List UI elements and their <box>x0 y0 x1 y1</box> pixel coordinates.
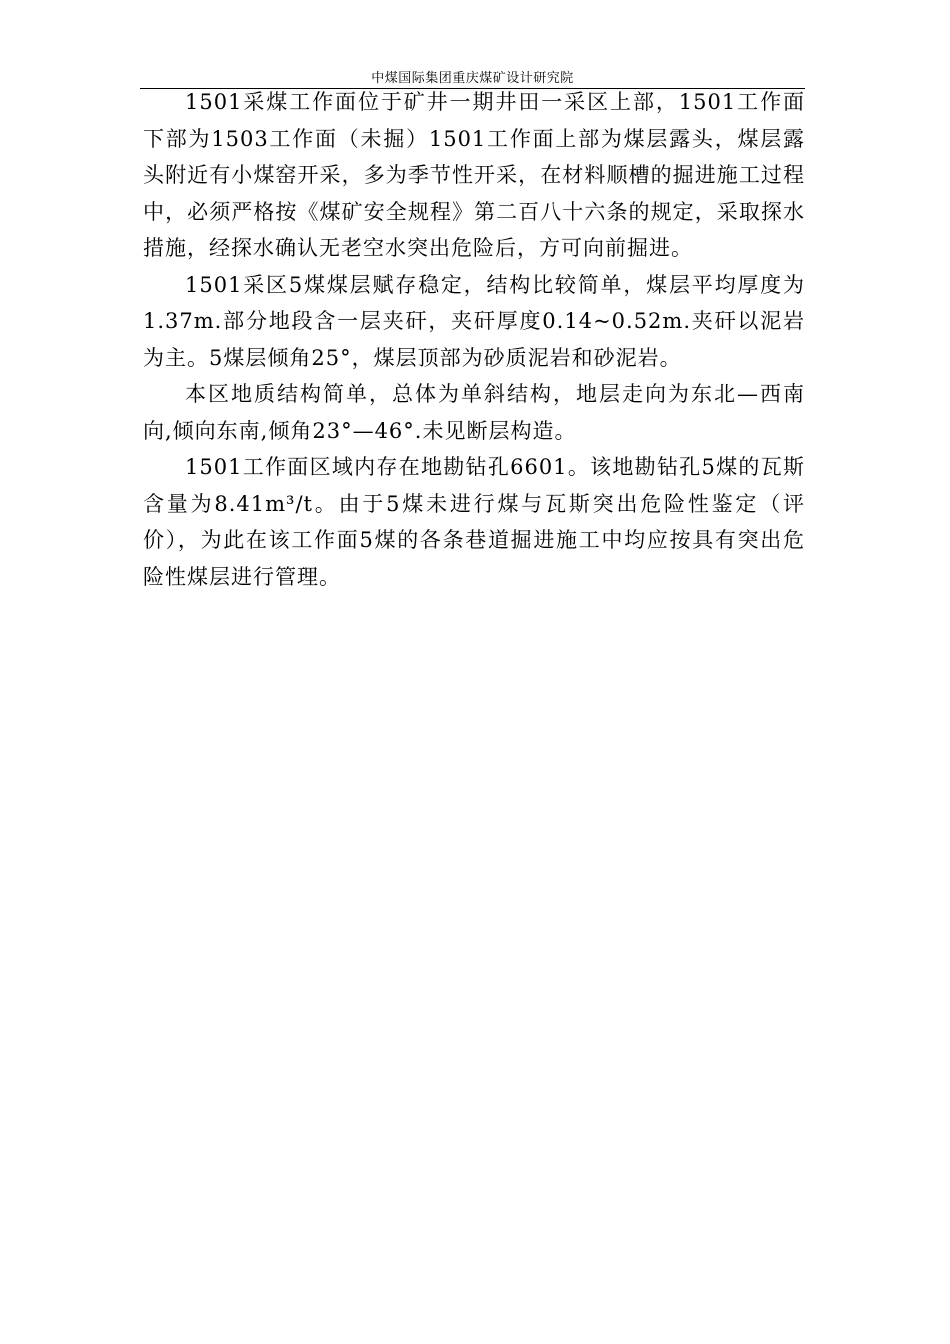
paragraph-coal-seam-structure: 1501采区5煤煤层赋存稳定，结构比较简单，煤层平均厚度为1.37m.部分地段含一层夹矸，夹矸厚度0.14~0.52m.夹矸以泥岩为主。5煤层倾角25°，煤层顶部为砂质泥岩和砂泥岩。 <box>143 272 805 370</box>
document-body <box>143 84 805 595</box>
paragraph-gas-content: 1501工作面区域内存在地勘钻孔6601。该地勘钻孔5煤的瓦斯含量为8.41m³/t。由于5煤未进行煤与瓦斯突出危险性鉴定（评价），为此在该工作面5煤的各条巷道掘进施工中均应按具有突出危险性煤层进行管理。 <box>143 455 805 589</box>
paragraph-mining-face-location: 1501采煤工作面位于矿井一期井田一采区上部，1501工作面下部为1503工作面（未掘）1501工作面上部为煤层露头，煤层露头附近有小煤窑开采，多为季节性开采，在材料顺槽的掘进施工过程中，必须严格按《煤矿安全规程》第二百八十六条的规定，采取探水措施，经探水确认无老空水突出危险后，方可向前掘进。 <box>143 90 805 260</box>
paragraph-geological-structure: 本区地质结构简单，总体为单斜结构，地层走向为东北—西南向,倾向东南,倾角23°—46°.未见断层构造。 <box>143 382 805 443</box>
header-organization: 中煤国际集团重庆煤矿设计研究院 <box>371 71 574 86</box>
